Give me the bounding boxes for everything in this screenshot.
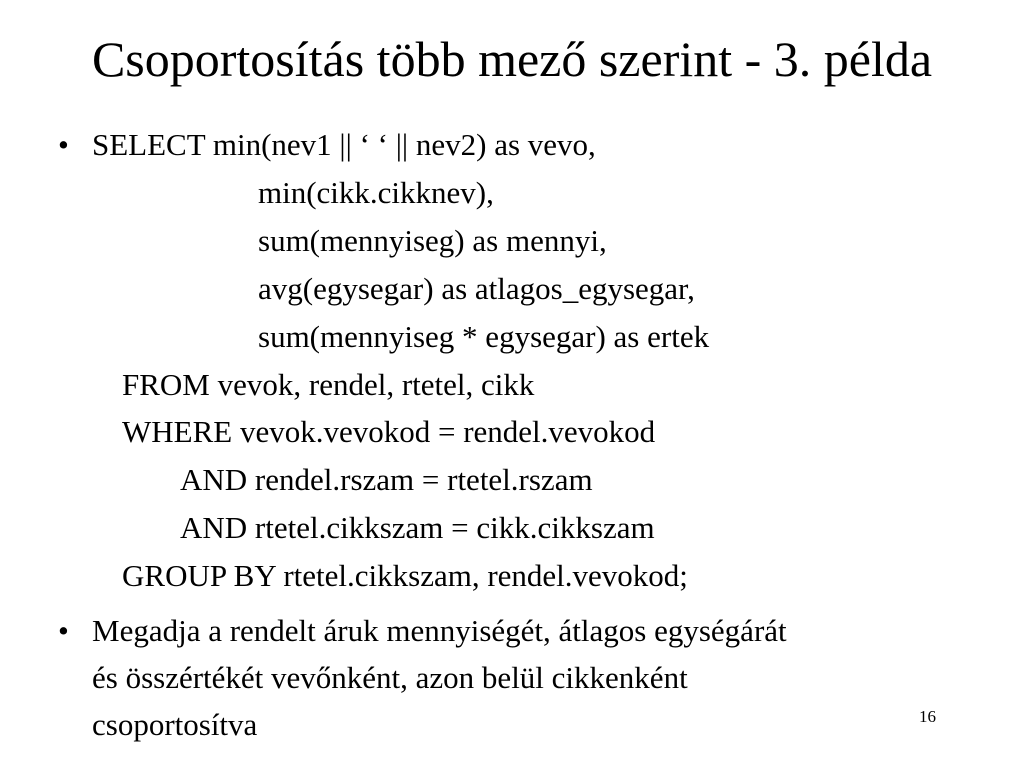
description-line-3: csoportosítva: [92, 707, 258, 742]
description-line-2: és összértékét vevőnként, azon belül cikkenként: [92, 660, 688, 695]
sql-line-and-cikkszam: AND rtetel.cikkszam = cikk.cikkszam: [180, 510, 655, 545]
sql-line-group-by: GROUP BY rtetel.cikkszam, rendel.vevokod;: [122, 558, 688, 593]
bullet-marker: •: [58, 127, 69, 162]
slide-title: Csoportosítás több mező szerint - 3. példa: [91, 31, 933, 87]
sql-line-from: FROM vevok, rendel, rtetel, cikk: [122, 367, 535, 402]
sql-line-avg-egysegar: avg(egysegar) as atlagos_egysegar,: [258, 271, 695, 306]
page-number: 16: [919, 707, 936, 726]
bullet-marker: •: [58, 613, 69, 648]
sql-line-and-rszam: AND rendel.rszam = rtetel.rszam: [180, 462, 593, 497]
description-line-1: Megadja a rendelt áruk mennyiségét, átlagos egységárát: [92, 613, 787, 648]
sql-line-sum-ertek: sum(mennyiseg * egysegar) as ertek: [258, 319, 710, 354]
sql-line-select: SELECT min(nev1 || ‘ ‘ || nev2) as vevo,: [92, 127, 596, 162]
sql-line-where: WHERE vevok.vevokod = rendel.vevokod: [122, 414, 656, 449]
sql-line-min-cikknev: min(cikk.cikknev),: [258, 175, 494, 210]
sql-line-sum-mennyiseg: sum(mennyiseg) as mennyi,: [258, 223, 607, 258]
